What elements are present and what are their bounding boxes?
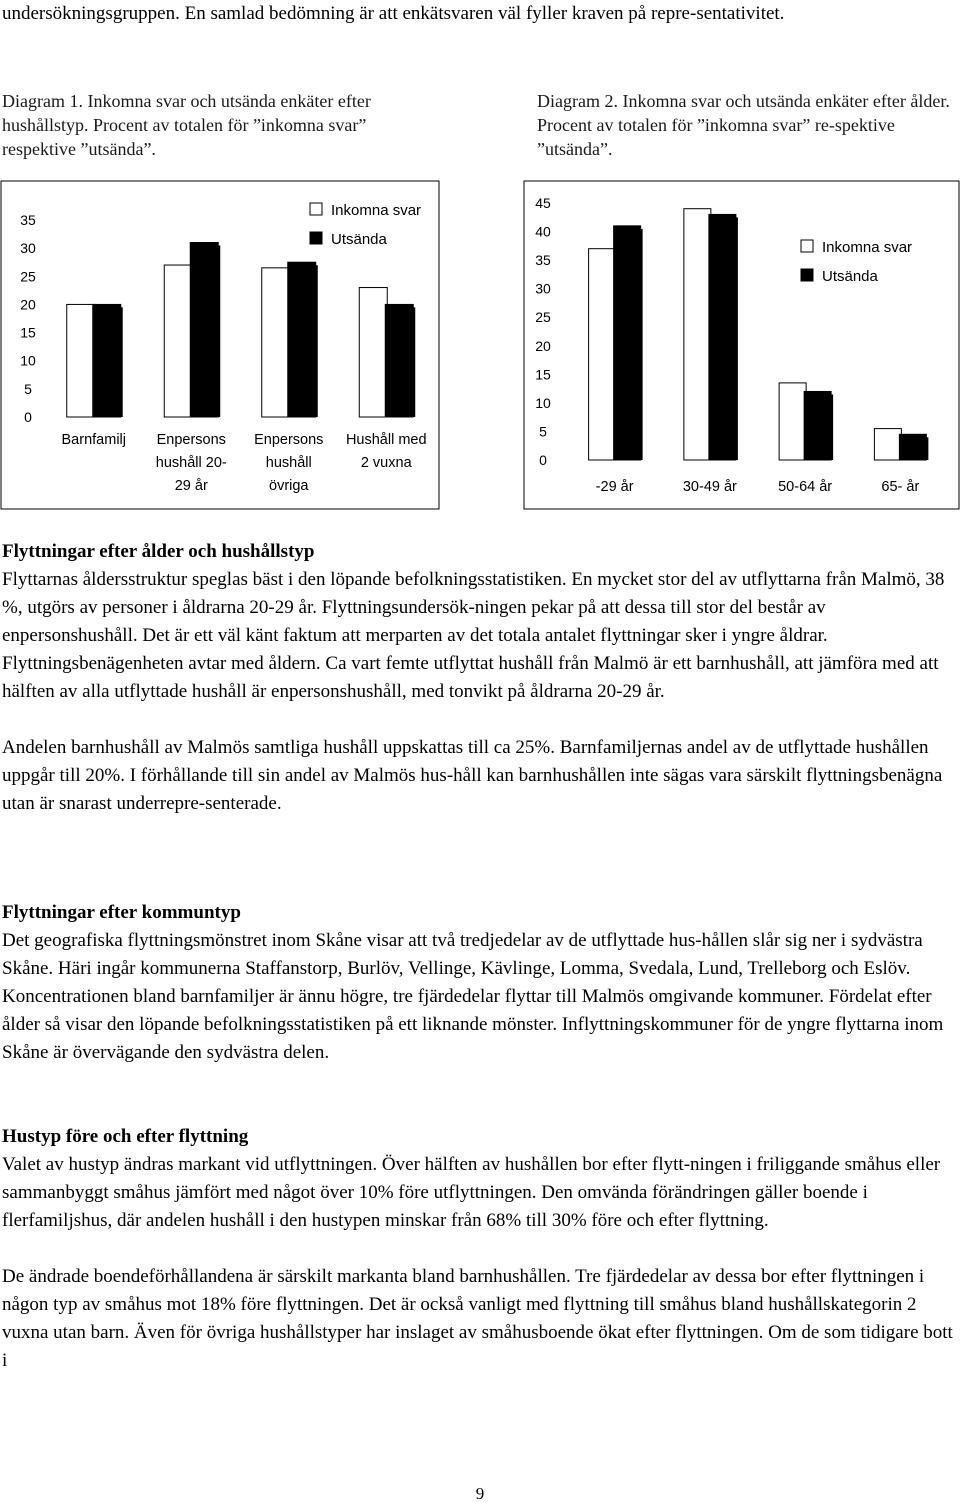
y-tick-label: 10: [535, 394, 551, 411]
legend-label: Utsända: [331, 231, 387, 248]
y-tick-label: 15: [20, 324, 36, 341]
y-tick-label: 35: [535, 252, 551, 269]
y-tick-label: 40: [535, 223, 551, 240]
bar-utsanda: [614, 226, 641, 460]
y-tick-label: 35: [20, 212, 36, 228]
bar-utsanda: [709, 214, 736, 460]
y-tick-label: 45: [535, 195, 551, 211]
bar-utsanda: [385, 304, 413, 417]
y-tick-label: 5: [539, 423, 547, 440]
y-tick-label: 15: [535, 366, 551, 383]
category-label: -29 år: [595, 479, 634, 495]
legend-swatch-utsanda: [801, 269, 813, 281]
page-number: 9: [475, 1484, 485, 1503]
chart-household-type: [0, 180, 440, 510]
diagram-2-caption: Diagram 2. Inkomna svar och utsända enkäter efter ålder. Procent av totalen för ”inkomna svar” re-spektive ”utsända”.: [537, 91, 950, 159]
intro-text: undersökningsgruppen. En samlad bedömning är att enkätsvaren väl fyller kraven på repre-sentativitet.: [2, 3, 785, 24]
bar-utsanda: [93, 304, 121, 417]
y-tick-label: 20: [535, 337, 551, 354]
category-label: 2 vuxna: [360, 455, 412, 471]
bar-utsanda: [804, 391, 831, 460]
section-paragraph: De ändrade boendeförhållandena är särskilt markanta bland barnhushållen. Tre fjärdedelar av dessa bor efter flyttningen i någon typ av småhus mot 18% före flyttningen. Det är också vanligt med flyttning till småhus bland hushållskategorin 2 vuxna utan barn. Även för övriga hushållstyper har inslaget av småhusboende ökat efter flyttningen. Om de som tidigare bott i: [2, 1266, 953, 1371]
y-tick-label: 30: [20, 240, 36, 257]
bar-inkomna-svar: [164, 265, 192, 417]
category-label: 50-64 år: [778, 479, 833, 495]
legend-label: Inkomna svar: [331, 202, 422, 219]
section-house-type: [2, 1123, 954, 1375]
section-heading: Flyttningar efter kommuntyp: [2, 902, 241, 923]
bar-utsanda: [288, 262, 316, 417]
bar-inkomna-svar: [359, 288, 387, 417]
category-label: hushåll 20-: [155, 455, 227, 471]
y-tick-label: 0: [539, 452, 547, 468]
y-tick-label: 5: [24, 380, 32, 397]
bar-utsanda: [899, 434, 926, 460]
section-age-household: [2, 538, 954, 818]
y-tick-label: 25: [20, 268, 36, 285]
chart-age: [523, 180, 960, 510]
legend-label: Inkomna svar: [822, 239, 913, 256]
legend-swatch-utsanda: [310, 232, 322, 244]
category-label: Enpersons: [254, 432, 324, 448]
bar-inkomna-svar: [684, 209, 711, 460]
category-label: Enpersons: [156, 432, 226, 448]
y-tick-label: 30: [535, 280, 551, 297]
legend-swatch-inkomna: [310, 203, 322, 215]
category-label: Barnfamilj: [61, 432, 126, 448]
category-label: 29 år: [174, 478, 208, 494]
section-paragraph: Det geografiska flyttningsmönstret inom Skåne visar att två tredjedelar av de utflyttade hus-hållen slår sig ner i sydvästra Skåne. Häri ingår kommunerna Staffanstorp, Burlöv, Vellinge, Kävlinge, Lomma, Svedala, Lund, Trelleborg och Eslöv. Koncentrationen bland barnfamiljer är ännu högre, tre fjärdedelar flyttar till Malmös omgivande kommuner. Fördelat efter ålder så visar den löpande befolkningsstatistiken på ett liknande mönster. Inflyttningskommuner för de yngre flyttarna inom Skåne är övervägande den sydvästra delen.: [2, 930, 944, 1063]
bar-inkomna-svar: [262, 268, 290, 417]
category-label: Hushåll med: [345, 432, 427, 448]
section-municipality: [2, 899, 954, 1067]
category-label: hushåll: [265, 455, 312, 471]
y-tick-label: 25: [535, 309, 551, 326]
section-heading: Hustyp före och efter flyttning: [2, 1126, 249, 1147]
bar-inkomna-svar: [874, 429, 901, 460]
category-label: övriga: [269, 478, 309, 494]
y-tick-label: 0: [24, 409, 32, 425]
bar-inkomna-svar: [779, 383, 806, 460]
diagram-1-caption: Diagram 1. Inkomna svar och utsända enkäter efter hushållstyp. Procent av totalen för ”inkomna svar” respektive ”utsända”.: [2, 91, 371, 159]
y-tick-label: 10: [20, 352, 36, 369]
legend-swatch-inkomna: [801, 240, 813, 252]
section-paragraph: Valet av hustyp ändras markant vid utflyttningen. Över hälften av hushållen bor efter flytt-ningen i friliggande småhus eller sammanbyggt småhus jämfört med något över 10% före utflyttningen. Den omvända förändringen gäller boende i flerfamiljshus, där andelen hushåll i den hustypen minskar från 68% till 30% före och efter flyttning.: [2, 1154, 941, 1231]
section-paragraph: Andelen barnhushåll av Malmös samtliga hushåll uppskattas till ca 25%. Barnfamiljernas andel av de utflyttade hushållen uppgår till 20%. I förhållande till sin andel av Malmös hus-håll kan barnhushållen inte sägas vara särskilt flyttningsbenägna utan är snarast underrepre-senterade.: [2, 737, 943, 814]
section-heading: Flyttningar efter ålder och hushållstyp: [2, 541, 315, 562]
legend-label: Utsända: [822, 268, 878, 285]
category-label: 65- år: [881, 479, 920, 495]
bar-inkomna-svar: [67, 304, 95, 417]
category-label: 30-49 år: [682, 479, 737, 495]
bar-inkomna-svar: [589, 249, 616, 460]
section-paragraph: Flyttarnas åldersstruktur speglas bäst i den löpande befolkningsstatistiken. En mycket stor del av utflyttarna från Malmö, 38 %, utgörs av personer i åldrarna 20-29 år. Flyttningsundersök-ningen pekar på att dessa till stor del består av enpersonshushåll. Det är ett väl känt faktum att merparten av det totala antalet flyttningar sker i yngre åldrar. Flyttningsbenägenheten avtar med åldern. Ca vart femte utflyttat hushåll från Malmö är ett barnhushåll, att jämföra med att hälften av alla utflyttade hushåll är enpersonshushåll, med tonvikt på åldrarna 20-29 år.: [2, 569, 945, 702]
bar-utsanda: [190, 243, 218, 417]
y-tick-label: 20: [20, 296, 36, 313]
